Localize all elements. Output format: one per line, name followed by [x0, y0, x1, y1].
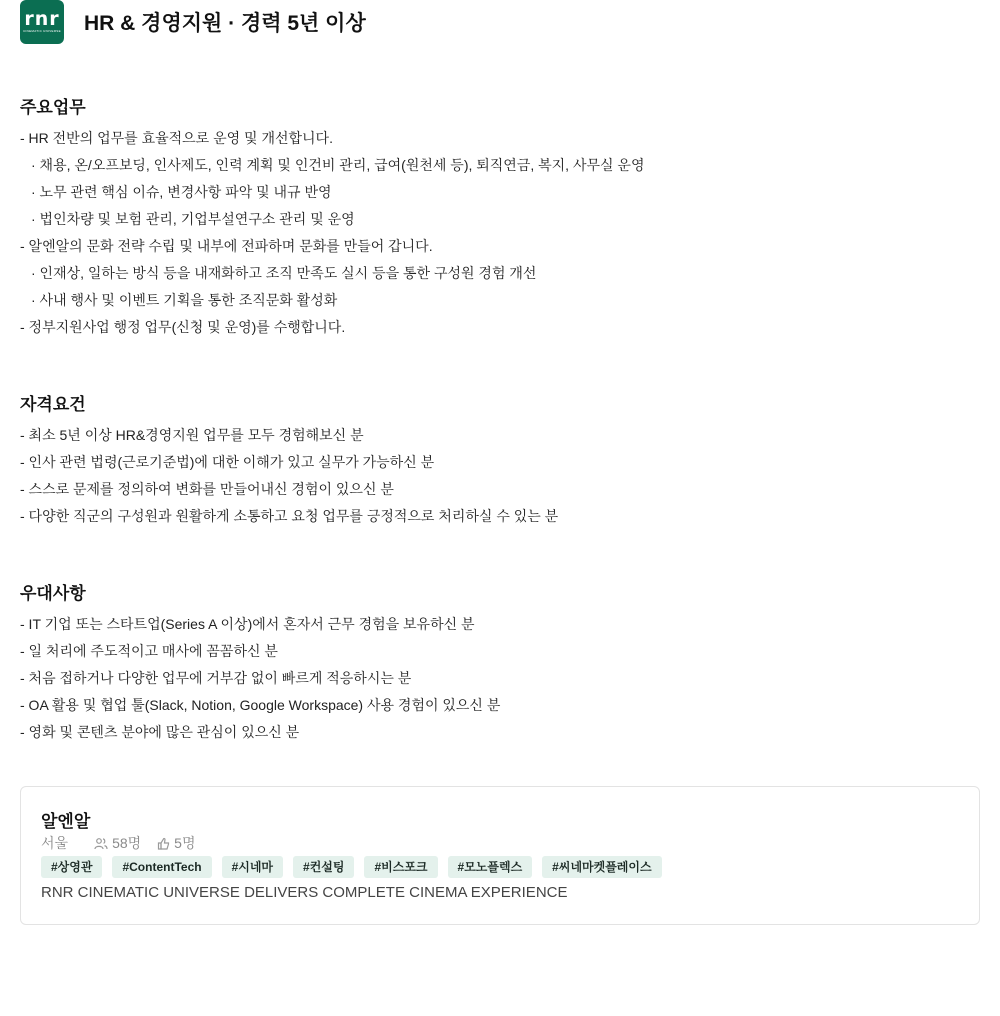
thumbs-up-icon — [157, 837, 170, 850]
job-title: HR & 경영지원 · 경력 5년 이상 — [84, 12, 366, 35]
preferred-list — [20, 611, 500, 746]
company-tag[interactable]: #ContentTech — [112, 856, 211, 878]
list-item: · 인재상, 일하는 방식 등을 내재화하고 조직 만족도 실시 등을 통한 구성원 경험 개선 — [31, 265, 537, 281]
section-title-preferred: 우대사항 — [20, 584, 86, 603]
employee-count — [94, 833, 141, 853]
company-description: RNR CINEMATIC UNIVERSE DELIVERS COMPLETE CINEMA EXPERIENCE — [41, 884, 568, 901]
duties-list — [20, 125, 644, 341]
company-tag[interactable]: #비스포크 — [364, 856, 437, 878]
company-logo[interactable] — [20, 0, 64, 44]
company-tag[interactable]: #컨설팅 — [293, 856, 354, 878]
company-tag[interactable]: #모노플렉스 — [448, 856, 533, 878]
list-item: - 인사 관련 법령(근로기준법)에 대한 이해가 있고 실무가 가능하신 분 — [20, 454, 435, 470]
employee-count-value: 58명 — [112, 835, 142, 851]
section-title-duties: 주요업무 — [20, 98, 86, 117]
company-tag[interactable]: #시네마 — [222, 856, 283, 878]
company-tag[interactable]: #상영관 — [41, 856, 102, 878]
list-item: - IT 기업 또는 스타트업(Series A 이상)에서 혼자서 근무 경험을 보유하신 분 — [20, 616, 475, 632]
list-item: · 노무 관련 핵심 이슈, 변경사항 파악 및 내규 반영 — [31, 184, 332, 200]
company-meta — [41, 833, 211, 853]
list-item: - 다양한 직군의 구성원과 원활하게 소통하고 요청 업무를 긍정적으로 처리하실 수 있는 분 — [20, 508, 559, 524]
requirements-list — [20, 422, 558, 530]
company-tags — [41, 856, 672, 878]
list-item: - 알엔알의 문화 전략 수립 및 내부에 전파하며 문화를 만들어 갑니다. — [20, 238, 433, 254]
list-item: - 처음 접하거나 다양한 업무에 거부감 없이 빠르게 적응하시는 분 — [20, 670, 412, 686]
list-item: · 채용, 온/오프보딩, 인사제도, 인력 계획 및 인건비 관리, 급여(원천세 등), 퇴직연금, 복지, 사무실 운영 — [31, 157, 645, 173]
logo-subtitle: CINEMATIC UNIVERSE — [23, 29, 61, 33]
list-item: - 최소 5년 이상 HR&경영지원 업무를 모두 경험해보신 분 — [20, 427, 364, 443]
list-item: - 영화 및 콘텐츠 분야에 많은 관심이 있으신 분 — [20, 724, 300, 740]
job-header — [20, 0, 366, 44]
list-item: - 정부지원사업 행정 업무(신청 및 운영)를 수행합니다. — [20, 319, 346, 335]
company-card[interactable] — [20, 786, 980, 925]
people-icon — [94, 837, 108, 850]
company-tag[interactable]: #씨네마켓플레이스 — [542, 856, 661, 878]
like-count — [157, 833, 195, 853]
section-title-requirements: 자격요건 — [20, 395, 86, 414]
list-item: · 법인차량 및 보험 관리, 기업부설연구소 관리 및 운영 — [31, 211, 355, 227]
list-item: - OA 활용 및 협업 툴(Slack, Notion, Google Workspace) 사용 경험이 있으신 분 — [20, 697, 501, 713]
logo-mark: rnr — [24, 8, 60, 30]
company-name[interactable]: 알엔알 — [41, 812, 91, 831]
list-item: - 스스로 문제를 정의하여 변화를 만들어내신 경험이 있으신 분 — [20, 481, 394, 497]
company-location: 서울 — [41, 835, 69, 851]
list-item: - 일 처리에 주도적이고 매사에 꼼꼼하신 분 — [20, 643, 278, 659]
list-item: · 사내 행사 및 이벤트 기획을 통한 조직문화 활성화 — [31, 292, 338, 308]
like-count-value: 5명 — [174, 835, 196, 851]
list-item: - HR 전반의 업무를 효율적으로 운영 및 개선합니다. — [20, 130, 333, 146]
